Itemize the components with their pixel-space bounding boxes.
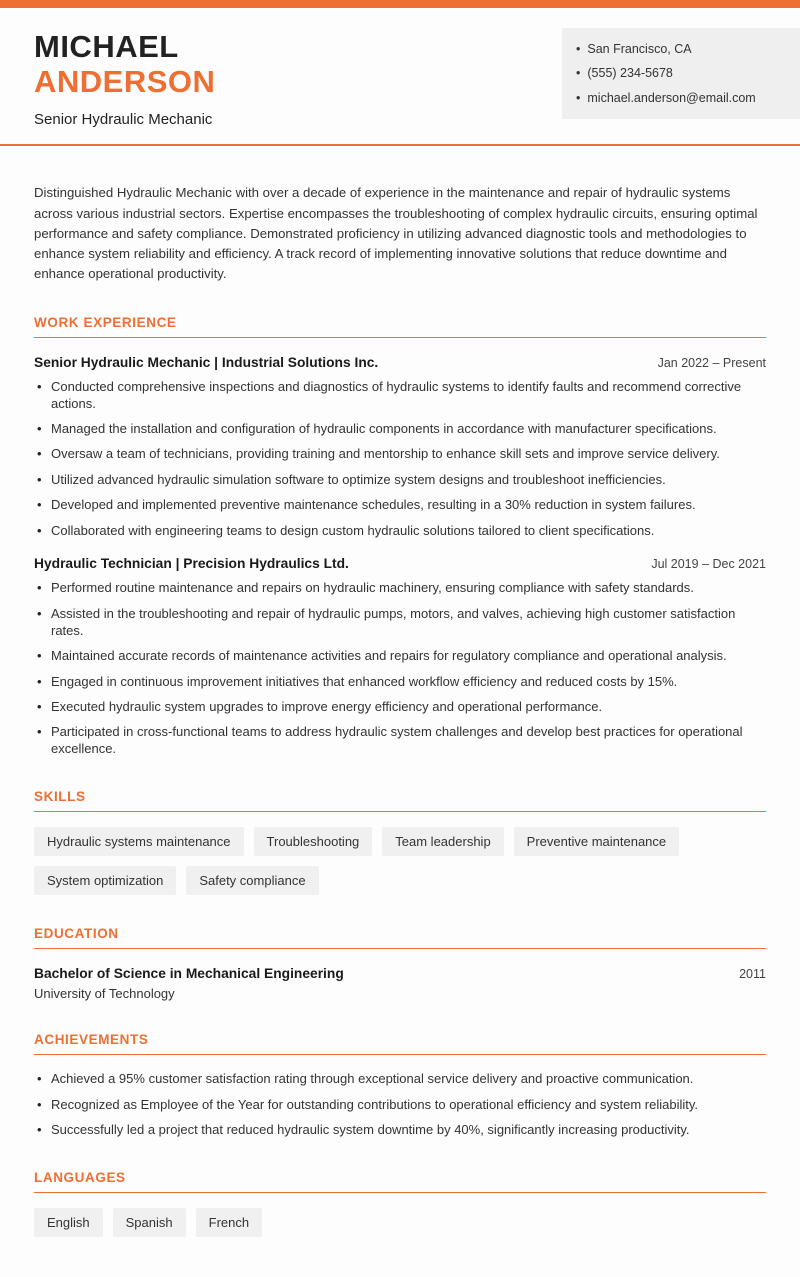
job-title: Hydraulic Technician | Precision Hydraulics Ltd. [34, 556, 349, 572]
job-bullet: • Developed and implemented preventive maintenance schedules, resulting in a 30% reduction in system failures. [34, 497, 766, 514]
header-job-title: Senior Hydraulic Mechanic [34, 111, 213, 129]
top-accent-bar [0, 0, 800, 8]
job-title: Senior Hydraulic Mechanic | Industrial Solutions Inc. [34, 354, 379, 370]
skills-chip-list [34, 827, 766, 895]
job-entry [34, 355, 766, 540]
skill-chip: Hydraulic systems maintenance [34, 827, 244, 856]
language-chip: Spanish [113, 1208, 186, 1237]
section-education [34, 926, 766, 1001]
section-languages [34, 1170, 766, 1237]
job-bullet-list [34, 580, 766, 758]
resume-header [0, 8, 800, 144]
bullet-icon: • [576, 90, 581, 105]
education-school: University of Technology [34, 986, 175, 1002]
contact-location [576, 41, 784, 57]
job-bullet: • Executed hydraulic system upgrades to improve energy efficiency and operational performance. [34, 699, 766, 716]
resume-body [0, 183, 800, 1276]
languages-chip-list [34, 1208, 766, 1237]
contact-phone-text: (555) 234-5678 [587, 66, 673, 81]
section-skills [34, 789, 766, 895]
section-work-experience [34, 315, 766, 758]
section-title-achievements: ACHIEVEMENTS [34, 1032, 766, 1055]
job-header [34, 556, 766, 571]
job-bullet: • Maintained accurate records of maintenance activities and repairs for regulatory compliance and operational analysis. [34, 648, 766, 665]
bullet-icon: • [576, 66, 581, 81]
achievements-list [34, 1071, 766, 1139]
section-title-education: EDUCATION [34, 926, 766, 949]
education-entry [34, 966, 766, 1001]
skill-chip: System optimization [34, 866, 176, 895]
section-title-work-experience: WORK EXPERIENCE [34, 315, 766, 338]
header-divider [0, 144, 800, 146]
skill-chip: Preventive maintenance [514, 827, 679, 856]
education-degree: Bachelor of Science in Mechanical Engineering [34, 966, 344, 982]
job-bullet: • Conducted comprehensive inspections and diagnostics of hydraulic systems to identify faults and recommend corrective actions. [34, 379, 766, 413]
section-title-skills: SKILLS [34, 789, 766, 812]
name-block [34, 28, 215, 128]
achievement-bullet: • Recognized as Employee of the Year for outstanding contributions to operational efficiency and system reliability. [34, 1097, 766, 1114]
skill-chip: Troubleshooting [254, 827, 373, 856]
summary-paragraph: Distinguished Hydraulic Mechanic with over a decade of experience in the maintenance and repair of hydraulic systems across various industrial sectors. Expertise encompasses the troubleshooting of complex hydraulic circuits, ensuring optimal performance and safety compliance. Demonstrated proficiency in utilizing advanced diagnostic tools and methodologies to enhance system reliability and efficiency. A track record of implementing innovative solutions that reduce downtime and enhance operational productivity. [34, 185, 758, 281]
first-name: MICHAEL [34, 29, 179, 64]
contact-location-text: San Francisco, CA [587, 42, 692, 56]
language-chip: English [34, 1208, 103, 1237]
job-header [34, 355, 766, 370]
job-bullet: • Performed routine maintenance and repairs on hydraulic machinery, ensuring compliance with safety standards. [34, 580, 766, 597]
contact-email [576, 90, 784, 106]
job-bullet: • Collaborated with engineering teams to design custom hydraulic solutions tailored to client specifications. [34, 523, 766, 540]
section-achievements [34, 1032, 766, 1139]
contact-box [562, 28, 800, 119]
achievement-bullet: • Successfully led a project that reduced hydraulic system downtime by 40%, significantly increasing productivity. [34, 1122, 766, 1139]
job-dates: Jan 2022 – Present [657, 355, 766, 370]
achievement-bullet: • Achieved a 95% customer satisfaction rating through exceptional service delivery and proactive communication. [34, 1071, 766, 1088]
job-bullet: • Utilized advanced hydraulic simulation software to optimize system designs and troubleshoot inefficiencies. [34, 472, 766, 489]
job-entry [34, 556, 766, 758]
job-bullet: • Assisted in the troubleshooting and repair of hydraulic pumps, motors, and valves, achieving high customer satisfaction rates. [34, 606, 766, 640]
education-year: 2011 [739, 967, 766, 982]
job-bullet: • Managed the installation and configuration of hydraulic components in accordance with manufacturer specifications. [34, 421, 766, 438]
contact-phone [576, 65, 784, 81]
job-bullet: • Oversaw a team of technicians, providing training and mentorship to enhance skill sets and improve service delivery. [34, 446, 766, 463]
job-bullet-list [34, 379, 766, 540]
last-name: ANDERSON [34, 63, 216, 99]
skill-chip: Team leadership [382, 827, 503, 856]
contact-email-text: michael.anderson@email.com [587, 90, 756, 105]
job-dates: Jul 2019 – Dec 2021 [651, 557, 766, 572]
job-bullet: • Engaged in continuous improvement initiatives that enhanced workflow efficiency and reduced costs by 15%. [34, 674, 766, 691]
job-bullet: • Participated in cross-functional teams to address hydraulic system challenges and develop best practices for operational excellence. [34, 724, 766, 758]
section-title-languages: LANGUAGES [34, 1170, 766, 1193]
language-chip: French [196, 1208, 262, 1237]
skill-chip: Safety compliance [186, 866, 318, 895]
education-header [34, 966, 766, 981]
bullet-icon: • [576, 42, 581, 56]
